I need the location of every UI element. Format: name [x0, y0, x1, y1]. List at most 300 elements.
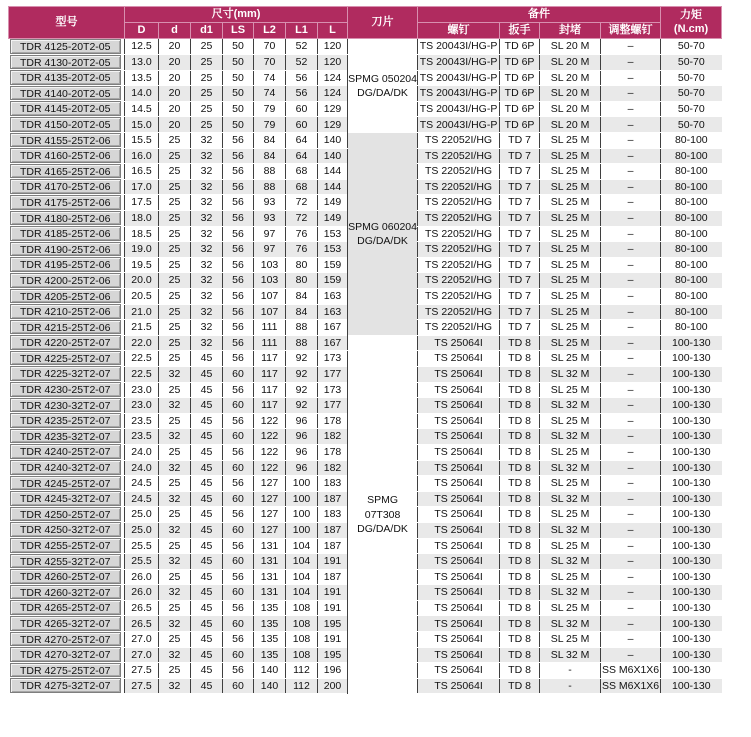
cell-D: 15.0 [125, 117, 159, 133]
cell-D: 17.0 [125, 179, 159, 195]
model-label: TDR 4190-25T2-06 [10, 242, 122, 257]
cell-model [9, 242, 125, 258]
cell-torque: 100-130 [661, 476, 722, 492]
cell-d: 25 [159, 413, 191, 429]
cell-D: 16.5 [125, 164, 159, 180]
cell-model [9, 86, 125, 102]
cell-LS: 60 [223, 398, 254, 414]
cell-wrench: TD 8 [500, 678, 540, 694]
cell-plug: SL 25 M [540, 600, 601, 616]
cell-torque: 80-100 [661, 242, 722, 258]
cell-adjust_screw: – [601, 476, 661, 492]
cell-d1: 32 [191, 195, 223, 211]
cell-D: 26.0 [125, 585, 159, 601]
cell-LS: 60 [223, 647, 254, 663]
cell-L1: 52 [286, 55, 318, 71]
cell-model [9, 335, 125, 351]
model-label: TDR 4230-32T2-07 [10, 398, 122, 413]
cell-D: 24.5 [125, 476, 159, 492]
cell-d: 25 [159, 257, 191, 273]
cell-L1: 68 [286, 179, 318, 195]
cell-wrench: TD 8 [500, 444, 540, 460]
col-header-model: 型号 [9, 7, 125, 39]
cell-L2: 117 [254, 366, 286, 382]
cell-d: 25 [159, 476, 191, 492]
cell-d: 25 [159, 663, 191, 679]
cell-L: 187 [318, 491, 348, 507]
cell-LS: 56 [223, 413, 254, 429]
cell-plug: SL 25 M [540, 382, 601, 398]
cell-d: 25 [159, 242, 191, 258]
cell-d1: 25 [191, 117, 223, 133]
cell-d1: 45 [191, 569, 223, 585]
cell-model [9, 382, 125, 398]
cell-torque: 80-100 [661, 211, 722, 227]
col-header-wrench: 扳手 [500, 23, 540, 39]
cell-plug: SL 25 M [540, 164, 601, 180]
cell-L2: 127 [254, 491, 286, 507]
cell-plug: SL 25 M [540, 444, 601, 460]
col-header-plug: 封堵 [540, 23, 601, 39]
cell-plug: SL 25 M [540, 273, 601, 289]
cell-adjust_screw: – [601, 335, 661, 351]
cell-LS: 50 [223, 39, 254, 55]
cell-L1: 56 [286, 70, 318, 86]
cell-L2: 103 [254, 273, 286, 289]
cell-wrench: TD 6P [500, 86, 540, 102]
col-header-blade: 刀片 [348, 7, 418, 39]
cell-d1: 45 [191, 522, 223, 538]
cell-d: 25 [159, 382, 191, 398]
cell-L1: 88 [286, 335, 318, 351]
cell-D: 17.5 [125, 195, 159, 211]
cell-model [9, 444, 125, 460]
cell-L1: 100 [286, 476, 318, 492]
cell-L1: 112 [286, 678, 318, 694]
cell-d: 32 [159, 616, 191, 632]
cell-model [9, 117, 125, 133]
cell-L: 173 [318, 351, 348, 367]
cell-L1: 80 [286, 273, 318, 289]
cell-LS: 56 [223, 273, 254, 289]
cell-d: 20 [159, 39, 191, 55]
cell-model [9, 39, 125, 55]
cell-D: 24.5 [125, 491, 159, 507]
cell-torque: 100-130 [661, 398, 722, 414]
cell-adjust_screw: – [601, 86, 661, 102]
cell-d: 25 [159, 211, 191, 227]
cell-torque: 80-100 [661, 273, 722, 289]
cell-D: 25.0 [125, 522, 159, 538]
cell-torque: 100-130 [661, 647, 722, 663]
cell-d1: 45 [191, 366, 223, 382]
cell-model [9, 616, 125, 632]
cell-plug: SL 25 M [540, 507, 601, 523]
model-label: TDR 4195-25T2-06 [10, 257, 122, 272]
cell-L2: 127 [254, 476, 286, 492]
cell-model [9, 429, 125, 445]
cell-d1: 45 [191, 507, 223, 523]
cell-screw: TS 25064I [418, 522, 500, 538]
cell-plug: SL 25 M [540, 632, 601, 648]
cell-D: 26.0 [125, 569, 159, 585]
cell-L: 187 [318, 522, 348, 538]
cell-L: 191 [318, 554, 348, 570]
cell-plug: SL 20 M [540, 39, 601, 55]
cell-L2: 140 [254, 678, 286, 694]
model-label: TDR 4170-25T2-06 [10, 179, 122, 194]
cell-d: 32 [159, 491, 191, 507]
blade-insert-grades: DG/DA/DK [357, 522, 408, 535]
cell-screw: TS 22052I/HG [418, 211, 500, 227]
cell-D: 18.5 [125, 226, 159, 242]
cell-L1: 104 [286, 538, 318, 554]
cell-LS: 56 [223, 320, 254, 336]
cell-plug: SL 20 M [540, 101, 601, 117]
cell-L2: 131 [254, 538, 286, 554]
cell-d1: 45 [191, 538, 223, 554]
cell-d: 25 [159, 632, 191, 648]
cell-LS: 60 [223, 366, 254, 382]
cell-model [9, 164, 125, 180]
cell-L: 191 [318, 600, 348, 616]
cell-torque: 80-100 [661, 304, 722, 320]
cell-d: 25 [159, 133, 191, 149]
cell-adjust_screw: – [601, 133, 661, 149]
cell-d: 25 [159, 444, 191, 460]
cell-plug: SL 25 M [540, 211, 601, 227]
cell-plug: SL 25 M [540, 413, 601, 429]
cell-wrench: TD 7 [500, 195, 540, 211]
cell-D: 27.0 [125, 632, 159, 648]
cell-adjust_screw: SS M6X1X6 [601, 663, 661, 679]
cell-wrench: TD 8 [500, 507, 540, 523]
cell-L1: 108 [286, 647, 318, 663]
torque-label-line2: (N.cm) [673, 22, 709, 35]
model-label: TDR 4275-25T2-07 [10, 663, 122, 678]
cell-plug: SL 32 M [540, 366, 601, 382]
cell-LS: 56 [223, 164, 254, 180]
col-header-D: D [125, 23, 159, 39]
model-label: TDR 4205-25T2-06 [10, 289, 122, 304]
cell-D: 27.0 [125, 647, 159, 663]
cell-adjust_screw: – [601, 55, 661, 71]
cell-L2: 70 [254, 55, 286, 71]
cell-L2: 135 [254, 647, 286, 663]
cell-d1: 32 [191, 273, 223, 289]
cell-plug: SL 25 M [540, 335, 601, 351]
cell-LS: 50 [223, 101, 254, 117]
cell-L2: 117 [254, 382, 286, 398]
cell-L2: 122 [254, 413, 286, 429]
cell-plug: SL 25 M [540, 195, 601, 211]
cell-d: 25 [159, 273, 191, 289]
cell-torque: 50-70 [661, 70, 722, 86]
cell-wrench: TD 6P [500, 55, 540, 71]
cell-model [9, 476, 125, 492]
cell-model [9, 554, 125, 570]
blade-insert-code: SPMG 07T308 [364, 494, 401, 521]
model-label: TDR 4180-25T2-06 [10, 211, 122, 226]
cell-LS: 60 [223, 491, 254, 507]
cell-wrench: TD 8 [500, 663, 540, 679]
cell-L: 182 [318, 460, 348, 476]
model-label: TDR 4165-25T2-06 [10, 164, 122, 179]
table-header [9, 7, 722, 39]
cell-wrench: TD 8 [500, 538, 540, 554]
cell-adjust_screw: – [601, 195, 661, 211]
cell-L1: 64 [286, 148, 318, 164]
cell-L1: 92 [286, 382, 318, 398]
cell-adjust_screw: – [601, 148, 661, 164]
cell-wrench: TD 8 [500, 569, 540, 585]
cell-plug: SL 32 M [540, 491, 601, 507]
cell-wrench: TD 7 [500, 289, 540, 305]
cell-model [9, 211, 125, 227]
cell-L: 167 [318, 335, 348, 351]
cell-screw: TS 22052I/HG [418, 195, 500, 211]
cell-model [9, 663, 125, 679]
cell-d: 25 [159, 507, 191, 523]
cell-model [9, 55, 125, 71]
cell-L2: 122 [254, 444, 286, 460]
cell-wrench: TD 8 [500, 632, 540, 648]
cell-L: 124 [318, 86, 348, 102]
cell-torque: 50-70 [661, 86, 722, 102]
cell-L2: 93 [254, 195, 286, 211]
cell-plug: SL 25 M [540, 538, 601, 554]
cell-L2: 74 [254, 70, 286, 86]
model-label: TDR 4240-25T2-07 [10, 444, 122, 459]
cell-model [9, 351, 125, 367]
cell-LS: 56 [223, 211, 254, 227]
cell-d: 25 [159, 226, 191, 242]
table-row [9, 335, 722, 351]
cell-L1: 92 [286, 351, 318, 367]
cell-model [9, 195, 125, 211]
cell-plug: SL 20 M [540, 70, 601, 86]
cell-L2: 140 [254, 663, 286, 679]
cell-LS: 60 [223, 554, 254, 570]
cell-torque: 50-70 [661, 101, 722, 117]
cell-D: 21.5 [125, 320, 159, 336]
cell-LS: 60 [223, 522, 254, 538]
cell-torque: 100-130 [661, 335, 722, 351]
cell-wrench: TD 6P [500, 117, 540, 133]
cell-wrench: TD 7 [500, 257, 540, 273]
col-group-size: 尺寸(mm) [125, 7, 348, 23]
cell-model [9, 538, 125, 554]
cell-D: 23.5 [125, 429, 159, 445]
cell-D: 13.5 [125, 70, 159, 86]
cell-plug: SL 32 M [540, 554, 601, 570]
cell-d: 32 [159, 398, 191, 414]
cell-screw: TS 25064I [418, 476, 500, 492]
col-header-torque [661, 7, 722, 39]
cell-model [9, 491, 125, 507]
cell-d: 25 [159, 289, 191, 305]
cell-screw: TS 25064I [418, 398, 500, 414]
cell-L2: 127 [254, 522, 286, 538]
cell-d1: 45 [191, 429, 223, 445]
cell-wrench: TD 8 [500, 382, 540, 398]
cell-d1: 45 [191, 585, 223, 601]
cell-screw: TS 25064I [418, 507, 500, 523]
cell-screw: TS 25064I [418, 569, 500, 585]
cell-d1: 45 [191, 647, 223, 663]
cell-LS: 56 [223, 382, 254, 398]
col-header-L1: L1 [286, 23, 318, 39]
cell-adjust_screw: – [601, 226, 661, 242]
cell-L2: 117 [254, 351, 286, 367]
cell-wrench: TD 8 [500, 600, 540, 616]
cell-D: 25.5 [125, 538, 159, 554]
cell-d: 20 [159, 101, 191, 117]
cell-torque: 100-130 [661, 600, 722, 616]
cell-L1: 100 [286, 491, 318, 507]
cell-L2: 135 [254, 616, 286, 632]
cell-model [9, 304, 125, 320]
cell-model [9, 569, 125, 585]
cell-d: 20 [159, 70, 191, 86]
cell-d1: 32 [191, 226, 223, 242]
cell-L2: 84 [254, 148, 286, 164]
cell-adjust_screw: – [601, 429, 661, 445]
col-header-d: d [159, 23, 191, 39]
cell-D: 18.0 [125, 211, 159, 227]
cell-d: 25 [159, 600, 191, 616]
model-label: TDR 4185-25T2-06 [10, 226, 122, 241]
cell-d: 20 [159, 117, 191, 133]
cell-L: 149 [318, 195, 348, 211]
cell-model [9, 507, 125, 523]
cell-LS: 56 [223, 195, 254, 211]
cell-screw: TS 25064I [418, 491, 500, 507]
cell-d1: 45 [191, 600, 223, 616]
cell-D: 23.0 [125, 382, 159, 398]
cell-d1: 32 [191, 179, 223, 195]
cell-wrench: TD 8 [500, 460, 540, 476]
cell-screw: TS 25064I [418, 554, 500, 570]
cell-wrench: TD 7 [500, 179, 540, 195]
cell-LS: 50 [223, 86, 254, 102]
cell-adjust_screw: – [601, 382, 661, 398]
cell-screw: TS 25064I [418, 663, 500, 679]
cell-plug: SL 32 M [540, 429, 601, 445]
blade-cell [348, 335, 418, 694]
cell-model [9, 101, 125, 117]
cell-wrench: TD 8 [500, 398, 540, 414]
cell-model [9, 273, 125, 289]
col-header-screw: 螺钉 [418, 23, 500, 39]
cell-plug: SL 20 M [540, 86, 601, 102]
model-label: TDR 4250-32T2-07 [10, 522, 122, 537]
cell-d: 32 [159, 678, 191, 694]
cell-adjust_screw: – [601, 600, 661, 616]
cell-D: 23.5 [125, 413, 159, 429]
cell-L: 195 [318, 616, 348, 632]
model-label: TDR 4235-32T2-07 [10, 429, 122, 444]
cell-screw: TS 25064I [418, 600, 500, 616]
cell-L2: 79 [254, 117, 286, 133]
table-body [9, 39, 722, 694]
cell-D: 23.0 [125, 398, 159, 414]
cell-wrench: TD 6P [500, 101, 540, 117]
cell-d1: 45 [191, 491, 223, 507]
cell-torque: 100-130 [661, 351, 722, 367]
cell-adjust_screw: – [601, 507, 661, 523]
cell-screw: TS 20043I/HG-P [418, 117, 500, 133]
cell-d1: 45 [191, 632, 223, 648]
cell-d1: 32 [191, 242, 223, 258]
col-header-L: L [318, 23, 348, 39]
col-header-adjust-screw: 调整螺钉 [601, 23, 661, 39]
cell-screw: TS 20043I/HG-P [418, 55, 500, 71]
cell-L: 144 [318, 179, 348, 195]
model-label: TDR 4135-20T2-05 [10, 70, 122, 85]
cell-D: 16.0 [125, 148, 159, 164]
cell-D: 22.5 [125, 366, 159, 382]
cell-plug: SL 32 M [540, 647, 601, 663]
cell-L1: 96 [286, 429, 318, 445]
cell-adjust_screw: – [601, 320, 661, 336]
cell-d1: 32 [191, 164, 223, 180]
model-label: TDR 4160-25T2-06 [10, 148, 122, 163]
cell-plug: SL 20 M [540, 117, 601, 133]
cell-adjust_screw: – [601, 366, 661, 382]
cell-D: 27.5 [125, 678, 159, 694]
cell-L: 191 [318, 585, 348, 601]
cell-L1: 72 [286, 195, 318, 211]
cell-plug: SL 20 M [540, 55, 601, 71]
cell-d: 32 [159, 460, 191, 476]
cell-L2: 131 [254, 585, 286, 601]
cell-L1: 68 [286, 164, 318, 180]
cell-L1: 88 [286, 320, 318, 336]
cell-torque: 80-100 [661, 289, 722, 305]
model-label: TDR 4265-25T2-07 [10, 600, 122, 615]
model-label: TDR 4245-32T2-07 [10, 491, 122, 506]
cell-d1: 32 [191, 335, 223, 351]
cell-L: 196 [318, 663, 348, 679]
cell-d: 20 [159, 55, 191, 71]
cell-L1: 72 [286, 211, 318, 227]
cell-wrench: TD 6P [500, 70, 540, 86]
cell-wrench: TD 7 [500, 320, 540, 336]
cell-d1: 32 [191, 148, 223, 164]
cell-L1: 112 [286, 663, 318, 679]
cell-L2: 127 [254, 507, 286, 523]
cell-torque: 50-70 [661, 55, 722, 71]
cell-D: 25.5 [125, 554, 159, 570]
model-label: TDR 4265-32T2-07 [10, 616, 122, 631]
cell-d1: 45 [191, 351, 223, 367]
cell-adjust_screw: – [601, 522, 661, 538]
cell-L1: 60 [286, 101, 318, 117]
cell-plug: SL 25 M [540, 351, 601, 367]
cell-D: 19.5 [125, 257, 159, 273]
torque-label-line1: 力矩 [680, 8, 703, 21]
cell-adjust_screw: – [601, 569, 661, 585]
cell-L2: 88 [254, 179, 286, 195]
cell-torque: 100-130 [661, 522, 722, 538]
cell-plug: SL 25 M [540, 133, 601, 149]
cell-model [9, 600, 125, 616]
cell-L1: 96 [286, 444, 318, 460]
cell-wrench: TD 8 [500, 335, 540, 351]
cell-LS: 60 [223, 585, 254, 601]
cell-screw: TS 22052I/HG [418, 273, 500, 289]
